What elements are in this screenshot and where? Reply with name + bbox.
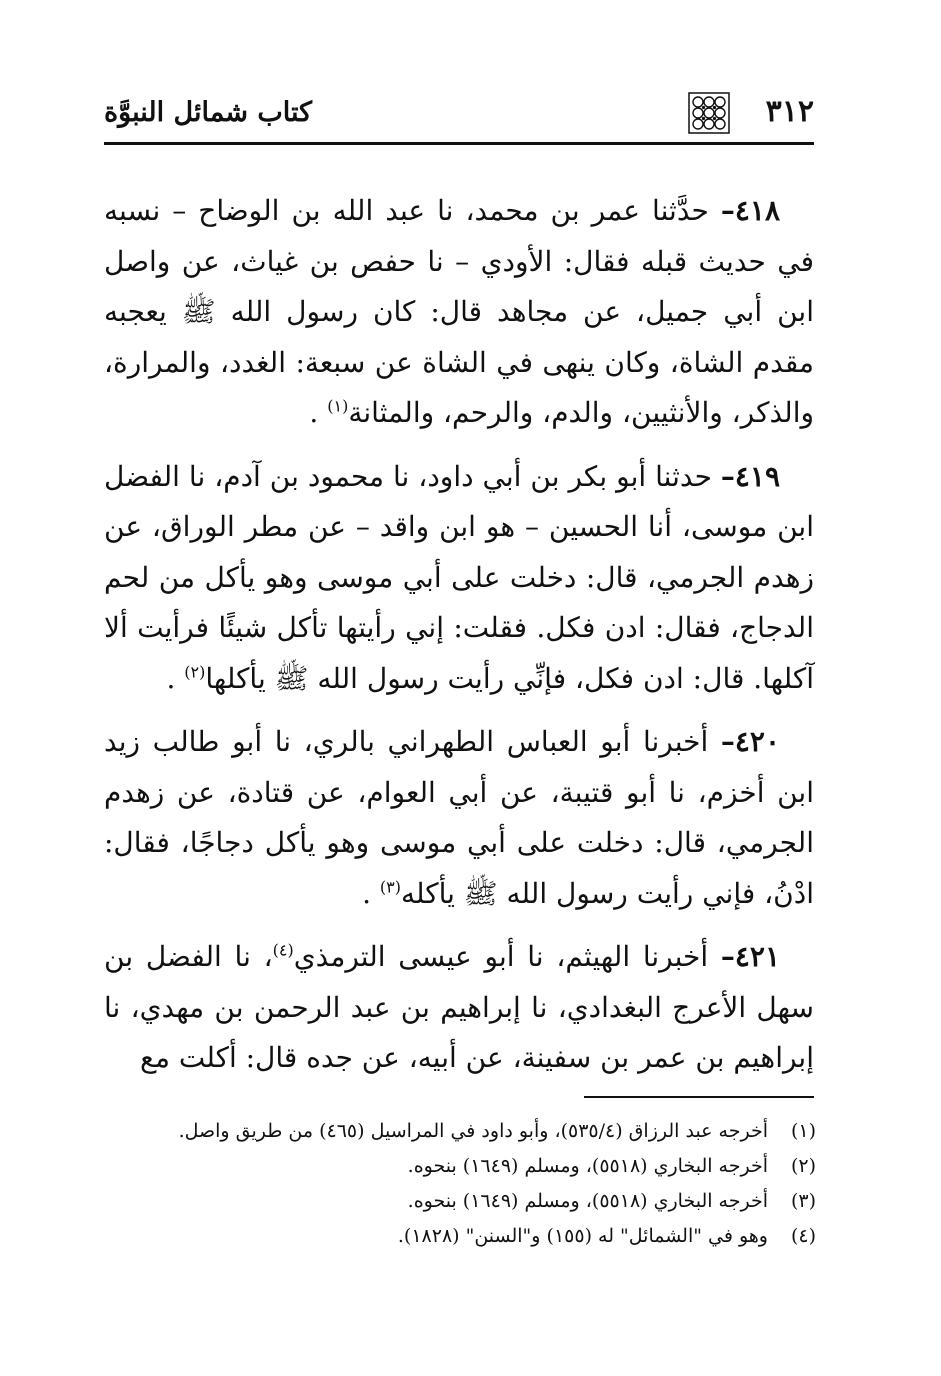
footnote-marker: (٤) <box>790 1225 816 1247</box>
footnote-divider <box>584 1096 814 1098</box>
hadith-text: حدثنا أبو بكر بن أبي داود، نا محمود بن آدم، نا الفضل ابن موسى، أنا الحسين – هو ابن واقد – عن مطر الوراق، عن زهدم الجرمي، قال: دخلت على أبي موسى وهو يأكل من لحم الدجاج، فقال: ادن فكل. فقلت: إني رأيتها تأكل شيئًا فرأيت ألا آكلها. قال: ادن فكل، فإنِّي رأيت رسول الله ﷺ يأكلها <box>104 459 814 695</box>
hadith-number: ٤١٩– <box>720 459 780 493</box>
decorative-ornament-icon <box>688 92 730 134</box>
hadith-paragraph <box>104 186 814 439</box>
book-title: كتاب شمائل النبوَّة <box>104 97 312 128</box>
footnote-text: وهو في "الشمائل" له (١٥٥) و"السنن" (١٨٢٨). <box>397 1225 768 1247</box>
footnote-ref: (٢) <box>184 662 206 682</box>
page-header <box>104 88 814 140</box>
footnote <box>104 1221 816 1252</box>
footnote-marker: (١) <box>790 1120 816 1142</box>
page-number: ٣١٢ <box>765 94 814 129</box>
footnote-ref: (٣) <box>379 877 401 897</box>
footnote <box>104 1151 816 1182</box>
main-text <box>104 186 814 1097</box>
footnote-marker: (٣) <box>790 1190 816 1212</box>
hadith-number: ٤١٨– <box>720 194 780 227</box>
footnote-text: أخرجه البخاري (٥٥١٨)، ومسلم (١٦٤٩) بنحوه. <box>407 1190 768 1212</box>
header-divider <box>104 142 814 145</box>
footnote-marker: (٢) <box>790 1155 816 1177</box>
hadith-number: ٤٢٠– <box>720 725 780 758</box>
footnote <box>104 1186 816 1217</box>
footnote-text: أخرجه عبد الرزاق (٥٣٥/٤)، وأبو داود في المراسيل (٤٦٥) من طريق واصل. <box>178 1120 768 1142</box>
hadith-text: حدَّثنا عمر بن محمد، نا عبد الله بن الوضاح – نسبه في حديث قبله فقال: الأودي – نا حفص بن غياث، عن واصل ابن أبي جميل، عن مجاهد قال: كان رسول الله ﷺ يعجبه مقدم الشاة، وكان ينهى في الشاة عن سبعة: الغدد، والمرارة، والذكر، والأنثيين، والدم، والرحم، والمثانة <box>104 194 814 429</box>
footnote-ref: (١) <box>327 396 349 416</box>
hadith-text: أخبرنا الهيثم، نا أبو عيسى الترمذي <box>293 940 721 973</box>
hadith-text-end: . <box>309 396 328 429</box>
hadith-paragraph <box>104 932 814 1084</box>
hadith-text-end: . <box>166 661 185 695</box>
footnote <box>104 1116 816 1147</box>
hadith-paragraph <box>104 452 814 705</box>
footnotes-section <box>104 1116 816 1256</box>
footnote-ref: (٤) <box>272 940 294 960</box>
hadith-number: ٤٢١– <box>720 940 781 973</box>
hadith-text: أخبرنا أبو العباس الطهراني بالري، نا أبو طالب زيد ابن أخزم، نا أبو قتيبة، عن أبي العوام، عن قتادة، عن زهدم الجرمي، قال: دخلت على أبي موسى وهو يأكل دجاجًا، فقال: ادْنُ، فإني رأيت رسول الله ﷺ يأكله <box>104 725 814 910</box>
hadith-paragraph <box>104 717 814 919</box>
hadith-text-end: ، نا الفضل بن سهل الأعرج البغدادي، نا إبراهيم بن عبد الرحمن بن مهدي، نا إبراهيم بن عمر بن سفينة، عن أبيه، عن جده قال: أكلت مع <box>104 940 814 1074</box>
hadith-text-end: . <box>362 876 380 910</box>
footnote-text: أخرجه البخاري (٥٥١٨)، ومسلم (١٦٤٩) بنحوه. <box>407 1155 768 1177</box>
